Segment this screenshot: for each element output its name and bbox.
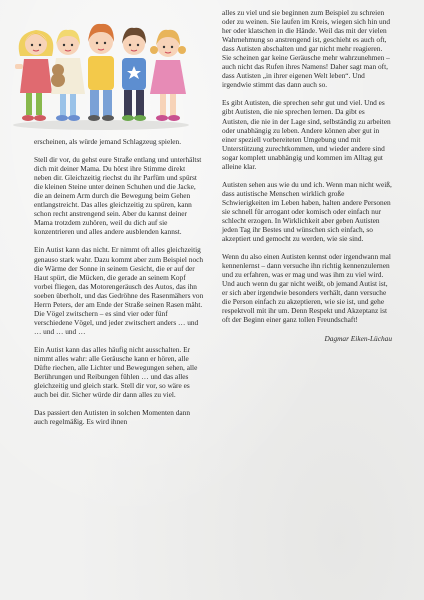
child-5 [150, 30, 186, 121]
child-1 [15, 30, 53, 121]
child-2 [51, 30, 85, 121]
paragraph: Das passiert den Autisten in solchen Momenten dann auch regelmäßig. Es wird ihnen [34, 408, 191, 427]
paragraph: Autisten sehen aus wie du und ich. Wenn man nicht weiß, dass autistische Menschen wirklich große Schwierigkeiten im Leben haben, halten andere Personen sie schnell für arrogant oder komisch oder einfach nur schlecht erzogen. In Wirklichkeit aber geben Autisten jeden Tag ihr Bestes und wünschen sich einfach, so akzeptiert und gemocht zu werden, wie sie sind. [222, 179, 392, 244]
children-illustration [6, 4, 196, 132]
right-column [222, 8, 392, 352]
child-4 [122, 28, 146, 121]
paragraph: Ein Autist kann das alles häufig nicht ausschalten. Er nimmt alles wahr: alle Geräusche kann er hören, alle Düfte riechen, alle Lichter und Bewegungen sehen, alle Berührungen und Reibungen fühlen … und das alles gleichzeitig und gleich stark. Stell dir vor, so wäre es auch bei dir. Sicher würde dir dann alles zu viel. [34, 344, 198, 400]
paragraph: Es gibt Autisten, die sprechen sehr gut und viel. Und es gibt Autisten, die nie sprechen lernen. Da gibt es Autisten, die nie in der Lage sind, selbständig zu arbeiten oder unabhängig zu leben. Andere können aber gut in einer speziell vorbereiteten Umgebung und mit Unterstützung zurechtkommen, und wieder andere sind sogar komplett unabhängig und kommen im Alltag gut alleine klar. [222, 98, 391, 171]
author-signature: Dagmar Eiken-Lüchau [324, 333, 392, 343]
paragraph: erscheinen, als würde jemand Schlagzeug spielen. [34, 137, 182, 146]
paragraph: alles zu viel und sie beginnen zum Beispiel zu schreien oder zu weinen. Sie laufen im Kreis, wiegen sich hin und her oder klatschen in die Hände. Weil das mit der vielen Wahrnehmung so anstrengend ist, geschieht es auch oft, dass Autisten abschalten und gar nicht mehr reagieren. Sie scheinen gar keine Geräusche mehr wahrzunehmen – auch nicht das Rufen ihres Namens! Daher sagt man oft, dass Autisten „in ihrer eigenen Welt leben“. Und irgendwie stimmt das dann auch so. [222, 8, 391, 90]
paragraph: Wenn du also einen Autisten kennst oder irgendwann mal kennenlernst – dann versuche ihn richtig kennenzulernen und zu erfahren, was er mag und was ihm zu viel wird. Und auch wenn du gar nicht weißt, ob jemand Autist ist, er sich aber irgendwie besonders verhält, dann versuche die Person einfach zu akzeptieren, wie sie ist, und gehe respektvoll mit ihr um. Denn Respekt und Akzeptanz ist oft der Beginn einer ganz tollen Freundschaft! [222, 252, 391, 325]
left-column [34, 137, 204, 435]
paragraph: Stell dir vor, du gehst eure Straße entlang und unterhältst dich mit deiner Mama. Du hörst ihre Stimme direkt neben dir. Gleichzeitig riechst du ihr Parfüm und spürst die kleinen Steine unter deinen Schuhen und die Jacke, die an deinem Arm durch die Bewegung beim Gehen entlangstreicht. Das alles gleichzeitig zu spüren, kann schon recht anstrengend sein. Aber du kannst deiner Mama trotzdem zuhören, weil du dich auf sie konzentrieren und alles andere ausblenden kannst. [34, 155, 202, 237]
child-3 [88, 24, 114, 121]
paragraph: Ein Autist kann das nicht. Er nimmt oft alles gleichzeitig genauso stark wahr. Dazu kommt aber zum Beispiel noch die Wärme der Sonne in seinem Gesicht, die er auf der Haut spürt, die Mücken, die gerade an seinem Kopf vorbei fliegen, das Motorengeräusch des Autos, das ihn soeben überholt, und das Gedröhne des Rasenmähers von Herrn Peters, der am Ende der Straße seinen Rasen mäht. Die Vögel zwitschern – es sind vier oder fünf verschiedene Vögel, und jeder zwitschert anders … und … und … und … [34, 245, 204, 336]
